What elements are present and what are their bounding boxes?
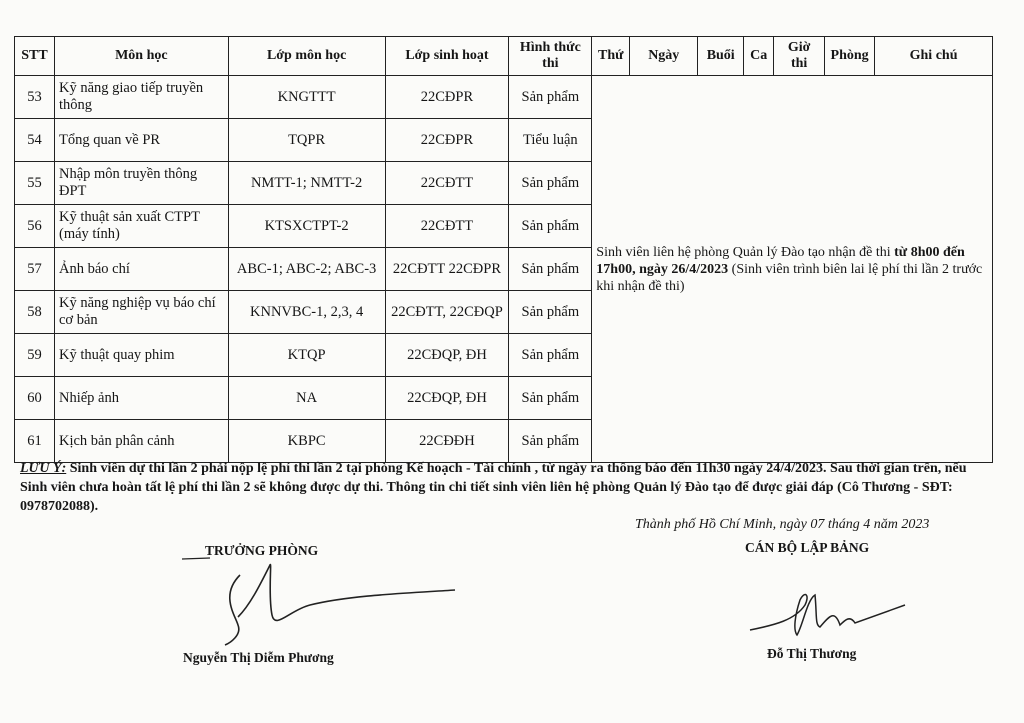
schedule-note [592,76,993,463]
exam-schedule-table [14,36,993,463]
header-lop-mon-hoc: Lớp môn học [228,37,385,76]
header-hinh-thuc-thi: Hình thức thi [509,37,592,76]
row-lop-mon-hoc: KTQP [228,334,385,377]
row-hinh-thuc-thi: Sản phẩm [509,162,592,205]
left-signer-name: Nguyễn Thị Diễm Phương [183,650,334,665]
row-hinh-thuc-thi: Sản phẩm [509,248,592,291]
row-lop-mon-hoc: TQPR [228,119,385,162]
row-lop-mon-hoc: ABC-1; ABC-2; ABC-3 [228,248,385,291]
row-lop-mon-hoc: NMTT-1; NMTT-2 [228,162,385,205]
notice-text: Sinh viên dự thi lần 2 phải nộp lệ phí thi lần 2 tại phòng Kế hoạch - Tài chính , từ ngày ra thông báo đến 11h30 ngày 24/4/2023. Sau thời gian trên, nếu Sinh viên chưa hoàn tất lệ phí thi lần 2 sẽ không được dự thi. Thông tin chi tiết sinh viên liên hệ phòng Quản lý Đào tạo để được giải đáp (Cô Thương - SĐT: 0978702088). [20,461,967,514]
row-stt: 54 [15,119,55,162]
row-lop-sinh-hoat: 22CĐTT [385,162,509,205]
note-requirement: (Sinh viên trình biên lai lệ phí thi lần 2 trước khi nhận đề thi) [596,261,983,294]
header-ghi-chu: Ghi chú [875,37,993,76]
row-mon-hoc: Nhập môn truyền thông ĐPT [54,162,228,205]
left-signature [180,555,460,650]
row-mon-hoc: Tổng quan về PR [54,119,228,162]
row-stt: 56 [15,205,55,248]
header-thu: Thứ [592,37,630,76]
header-row [15,37,993,76]
notice-paragraph [20,459,995,516]
row-lop-mon-hoc: KTSXCTPT-2 [228,205,385,248]
row-stt: 59 [15,334,55,377]
header-mon-hoc: Môn học [54,37,228,76]
header-lop-sinh-hoat: Lớp sinh hoạt [385,37,509,76]
row-stt: 61 [15,420,55,463]
row-mon-hoc: Nhiếp ảnh [54,377,228,420]
row-stt: 58 [15,291,55,334]
row-stt: 53 [15,76,55,119]
row-mon-hoc: Kịch bản phân cảnh [54,420,228,463]
right-signer-name: Đỗ Thị Thương [767,646,857,661]
row-mon-hoc: Kỹ năng giao tiếp truyền thông [54,76,228,119]
header-ngay: Ngày [630,37,698,76]
right-signature [745,585,915,645]
row-hinh-thuc-thi: Sản phẩm [509,205,592,248]
row-stt: 60 [15,377,55,420]
header-phong: Phòng [825,37,875,76]
row-lop-mon-hoc: NA [228,377,385,420]
row-lop-mon-hoc: KBPC [228,420,385,463]
header-gio-thi: Giờ thi [774,37,825,76]
row-lop-sinh-hoat: 22CĐQP, ĐH [385,334,509,377]
row-lop-sinh-hoat: 22CĐTT, 22CĐQP [385,291,509,334]
row-mon-hoc: Kỹ thuật sản xuất CTPT (máy tính) [54,205,228,248]
row-hinh-thuc-thi: Sản phẩm [509,291,592,334]
header-ca: Ca [744,37,774,76]
table-row [15,76,993,119]
right-signer-title: CÁN BỘ LẬP BẢNG [745,540,870,555]
row-lop-sinh-hoat: 22CĐQP, ĐH [385,377,509,420]
row-lop-mon-hoc: KNNVBC-1, 2,3, 4 [228,291,385,334]
row-lop-sinh-hoat: 22CĐTT [385,205,509,248]
note-text: Sinh viên liên hệ phòng Quản lý Đào tạo nhận đề thi [596,244,895,260]
row-hinh-thuc-thi: Sản phẩm [509,334,592,377]
row-mon-hoc: Ảnh báo chí [54,248,228,291]
row-hinh-thuc-thi: Sản phẩm [509,377,592,420]
row-stt: 55 [15,162,55,205]
row-lop-sinh-hoat: 22CĐPR [385,76,509,119]
notice-label: LƯU Ý: [20,461,67,476]
note-time: từ 8h00 đến 17h00, ngày 26/4/2023 [596,244,965,277]
row-mon-hoc: Kỹ năng nghiệp vụ báo chí cơ bản [54,291,228,334]
row-lop-mon-hoc: KNGTTT [228,76,385,119]
row-mon-hoc: Kỹ thuật quay phim [54,334,228,377]
header-stt: STT [15,37,55,76]
row-lop-sinh-hoat: 22CĐĐH [385,420,509,463]
date-line: Thành phố Hồ Chí Minh, ngày 07 tháng 4 năm 2023 [635,517,930,532]
row-lop-sinh-hoat: 22CĐPR [385,119,509,162]
left-signer-title: TRƯỞNG PHÒNG [205,543,319,558]
row-lop-sinh-hoat: 22CĐTT 22CĐPR [385,248,509,291]
row-stt: 57 [15,248,55,291]
row-hinh-thuc-thi: Sản phẩm [509,420,592,463]
row-hinh-thuc-thi: Sản phẩm [509,76,592,119]
header-buoi: Buổi [698,37,744,76]
row-hinh-thuc-thi: Tiểu luận [509,119,592,162]
